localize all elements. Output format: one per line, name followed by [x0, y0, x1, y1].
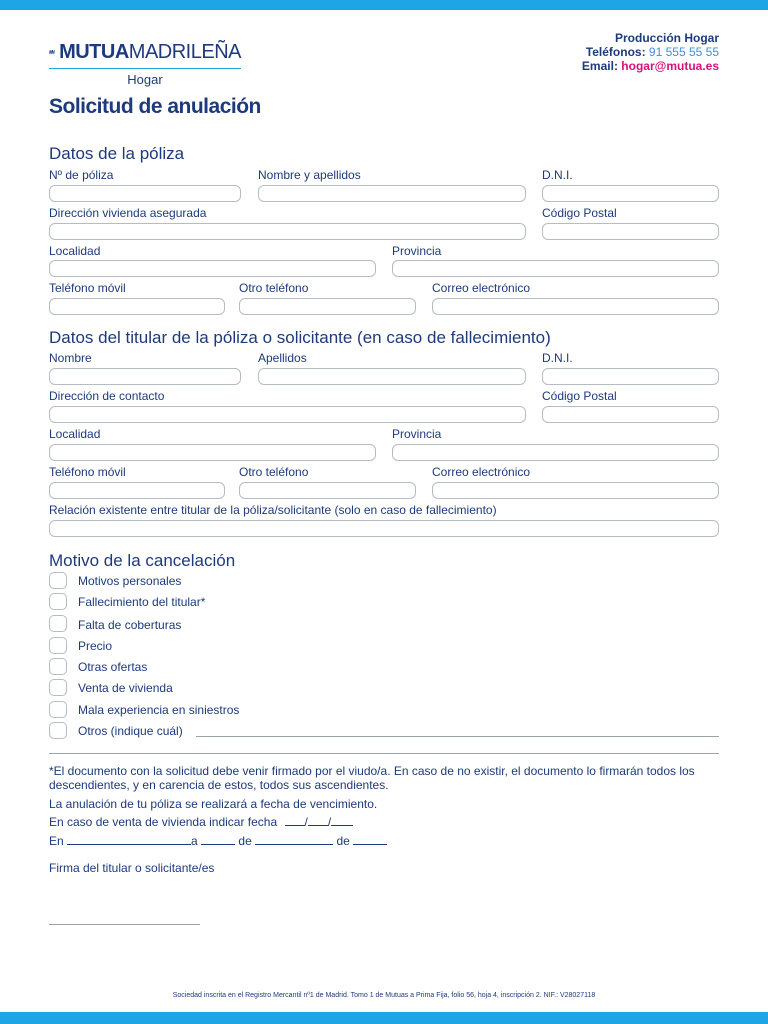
checkbox-venta-vivienda[interactable]: [49, 679, 67, 696]
section-heading-poliza: Datos de la póliza: [49, 144, 185, 163]
brand-logo: [49, 38, 241, 87]
label-nombre: Nombre: [49, 351, 92, 365]
email-label: Email:: [581, 59, 618, 73]
nombre-field[interactable]: [49, 368, 241, 385]
option-otros: Otros (indique cuál): [78, 724, 183, 738]
checkbox-otros[interactable]: [49, 722, 67, 739]
legal-footer: Sociedad inscrita en el Registro Mercantil nº1 de Madrid. Tomo 1 de Mutuas a Prima Fija, folio 56, hoja 4, inscripción 2. NIF.: V28027118: [172, 992, 596, 999]
label-correo-titular: Correo electrónico: [432, 465, 531, 479]
label-codigo-postal-titular: Código Postal: [542, 389, 617, 403]
logo-divider: [49, 68, 241, 69]
top-accent-bar: [0, 0, 768, 10]
fecha-dia-blank[interactable]: [285, 815, 305, 826]
label-dni: D.N.I.: [542, 168, 573, 182]
fecha-mes-blank[interactable]: [308, 815, 328, 826]
relacion-field[interactable]: [49, 520, 719, 537]
label-otro-telefono-titular: Otro teléfono: [239, 465, 309, 479]
de-label-1: de: [238, 834, 252, 848]
option-precio: Precio: [78, 639, 113, 653]
venta-fecha-label: En caso de venta de vivienda indicar fecha: [49, 815, 278, 829]
page-title: Solicitud de anulación: [49, 95, 261, 118]
correo-field[interactable]: [432, 298, 719, 315]
label-localidad: Localidad: [49, 244, 101, 258]
checkbox-otras-ofertas[interactable]: [49, 658, 67, 675]
anio-blank[interactable]: [353, 834, 387, 845]
checkbox-fallecimiento[interactable]: [49, 593, 67, 610]
phones-value: 91 555 55 55: [648, 45, 719, 59]
contact-title: Producción Hogar: [614, 31, 719, 45]
provincia-titular-field[interactable]: [392, 444, 719, 461]
option-mala-experiencia: Mala experiencia en siniestros: [78, 703, 240, 717]
de-label-2: de: [336, 834, 350, 848]
label-codigo-postal: Código Postal: [542, 206, 617, 220]
option-fallecimiento: Fallecimiento del titular*: [78, 595, 206, 609]
localidad-titular-field[interactable]: [49, 444, 376, 461]
option-falta-coberturas: Falta de coberturas: [78, 618, 182, 632]
otros-input-line-2[interactable]: [49, 753, 719, 754]
label-nombre-apellidos: Nombre y apellidos: [258, 168, 361, 182]
label-poliza: Nº de póliza: [49, 168, 114, 182]
option-otras-ofertas: Otras ofertas: [78, 660, 148, 674]
direccion-field[interactable]: [49, 223, 526, 240]
firma-line[interactable]: [49, 924, 200, 925]
label-apellidos: Apellidos: [258, 351, 307, 365]
telefono-movil-titular-field[interactable]: [49, 482, 225, 499]
fecha-anio-blank[interactable]: [331, 815, 353, 826]
label-dni-titular: D.N.I.: [542, 351, 573, 365]
label-direccion: Dirección vivienda asegurada: [49, 206, 207, 220]
bottom-accent-bar: [0, 1012, 768, 1024]
label-telefono-movil-titular: Teléfono móvil: [49, 465, 126, 479]
label-correo: Correo electrónico: [432, 281, 531, 295]
codigo-postal-titular-field[interactable]: [542, 406, 719, 423]
footnote-text: *El documento con la solicitud debe venir firmado por el viudo/a. En caso de no existir, el documento lo firmarán todos los descendientes, y en carencia de estos, todos sus ascendientes.: [49, 764, 695, 792]
contact-block: [582, 31, 719, 73]
email-link[interactable]: hogar@mutua.es: [621, 59, 719, 73]
checkbox-precio[interactable]: [49, 637, 67, 654]
label-localidad-titular: Localidad: [49, 427, 101, 441]
label-otro-telefono: Otro teléfono: [239, 281, 309, 295]
checkbox-mala-experiencia[interactable]: [49, 701, 67, 718]
label-provincia-titular: Provincia: [392, 427, 442, 441]
correo-titular-field[interactable]: [432, 482, 719, 499]
section-heading-titular: Datos del titular de la póliza o solicitante (en caso de fallecimiento): [49, 328, 551, 347]
firma-label: Firma del titular o solicitante/es: [49, 861, 215, 875]
label-telefono-movil: Teléfono móvil: [49, 281, 126, 295]
label-relacion: Relación existente entre titular de la póliza/solicitante (solo en caso de fallecimiento): [49, 503, 497, 517]
otro-telefono-titular-field[interactable]: [239, 482, 416, 499]
brand-subtitle: Hogar: [127, 72, 163, 87]
mutua-logo-icon: [49, 39, 55, 65]
label-provincia: Provincia: [392, 244, 442, 258]
telefono-movil-field[interactable]: [49, 298, 225, 315]
checkbox-motivos-personales[interactable]: [49, 572, 67, 589]
label-direccion-contacto: Dirección de contacto: [49, 389, 165, 403]
checkbox-falta-coberturas[interactable]: [49, 615, 67, 632]
phones-label: Teléfonos:: [585, 45, 646, 59]
otro-telefono-field[interactable]: [239, 298, 416, 315]
vencimiento-text: La anulación de tu póliza se realizará a fecha de vencimiento.: [49, 797, 378, 811]
lugar-fecha-row: [49, 834, 721, 848]
a-label: a: [191, 834, 198, 848]
mes-blank[interactable]: [255, 834, 333, 845]
apellidos-field[interactable]: [258, 368, 526, 385]
otros-input-line[interactable]: [196, 736, 719, 737]
option-motivos-personales: Motivos personales: [78, 574, 182, 588]
direccion-contacto-field[interactable]: [49, 406, 526, 423]
venta-fecha-row: En caso de venta de vivienda indicar fecha / /: [49, 815, 721, 829]
brand-name-madrilena: MADRILEÑA: [128, 40, 241, 63]
lugar-blank[interactable]: [67, 834, 191, 845]
dni-field[interactable]: [542, 185, 719, 202]
localidad-field[interactable]: [49, 260, 376, 277]
option-venta-vivienda: Venta de vivienda: [78, 681, 173, 695]
dni-titular-field[interactable]: [542, 368, 719, 385]
provincia-field[interactable]: [392, 260, 719, 277]
nombre-apellidos-field[interactable]: [258, 185, 526, 202]
poliza-field[interactable]: [49, 185, 241, 202]
section-heading-motivo: Motivo de la cancelación: [49, 551, 236, 570]
dia-blank[interactable]: [201, 834, 235, 845]
brand-name-mutua: MUTUA: [59, 40, 129, 63]
codigo-postal-field[interactable]: [542, 223, 719, 240]
en-label: En: [49, 834, 64, 848]
